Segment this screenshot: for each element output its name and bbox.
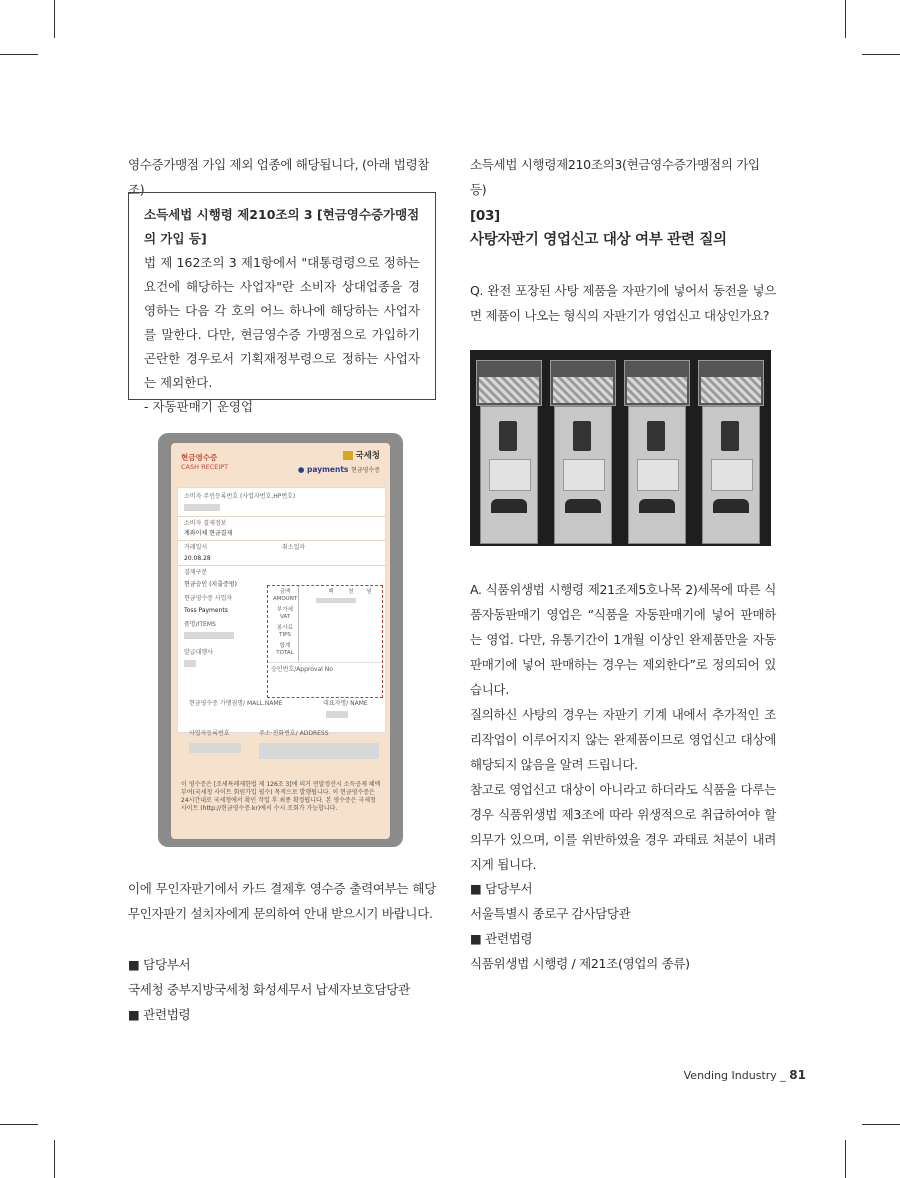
amount-kr: 금액 bbox=[279, 589, 291, 595]
machine-cabinet bbox=[628, 406, 686, 544]
page-footer bbox=[684, 1068, 806, 1082]
cash-receipt-image bbox=[158, 433, 403, 847]
divider bbox=[178, 516, 385, 517]
blurred-value bbox=[316, 598, 356, 603]
intro-text: 영수증가맹점 가입 제외 업종에 해당됩니다, (아래 법령참조) bbox=[128, 157, 430, 197]
payments-text: payments bbox=[307, 465, 349, 474]
tips-label: TIPS bbox=[279, 632, 291, 638]
consumer-pay-label: 소비자 결제정보 bbox=[184, 520, 227, 527]
nts-emblem-icon bbox=[343, 451, 353, 460]
col-header-won: 원 bbox=[366, 589, 372, 595]
grid-line bbox=[268, 662, 382, 663]
candy-globe bbox=[624, 360, 690, 406]
intro-text: 소득세법 시행령제210조의3(현금영수증가맹점의 가입 등) bbox=[470, 157, 760, 197]
trade-date-label: 거래일시 bbox=[184, 544, 208, 551]
machine-cabinet bbox=[480, 406, 538, 544]
receipt-title: 현금영수증 bbox=[181, 453, 218, 462]
law-box-title: 소득세법 시행령 제210조의 3 [현금영수증가맹점의 가입 등] bbox=[144, 207, 420, 246]
ceo-name-label: 대표자명/ NAME bbox=[323, 700, 368, 707]
pay-type-value: 현금승인 (지출증빙) bbox=[184, 581, 237, 588]
vending-machine bbox=[550, 360, 614, 542]
nts-logo-text: 국세청 bbox=[355, 451, 380, 461]
left-dept-block bbox=[128, 952, 436, 1027]
grid-line bbox=[298, 586, 299, 662]
vending-machine bbox=[476, 360, 540, 542]
col-header-cheon: 천 bbox=[348, 589, 354, 595]
trade-date-value: 20.08.28 bbox=[184, 555, 211, 562]
crop-mark bbox=[845, 0, 846, 38]
qa-title: 사탕자판기 영업신고 대상 여부 관련 질의 bbox=[470, 232, 727, 248]
vat-kr: 부가세 bbox=[277, 607, 293, 613]
cancel-date-label: 취소일자 bbox=[282, 544, 306, 551]
qa-header bbox=[470, 204, 776, 252]
machine-cabinet bbox=[554, 406, 612, 544]
nts-logo bbox=[343, 451, 380, 461]
page-number: 81 bbox=[789, 1068, 806, 1082]
magazine-name: Vending Industry _ bbox=[683, 1069, 786, 1082]
law-text: 식품위생법 시행령 / 제21조(영업의 종류) bbox=[470, 956, 690, 971]
crop-mark bbox=[862, 54, 900, 55]
consumer-pay-value: 계좌이체 현금결제 bbox=[184, 530, 233, 537]
blurred-value bbox=[189, 743, 241, 753]
crop-mark bbox=[845, 1140, 846, 1178]
receipt-footnote: 이 영수증은 [조세특례제한법 제 126조 3]에 의거 연말정산시 소득공제 혜택부여(국세청 사이트 회원가입 필수) 목적으로 발행됩니다. 이 현금영수증은 24시간내로 국세청에서 확인 작업 후 최종 확정됩니다. 본 영수증은 국세청 사이트 (http://현금영수증.kr)에서 수시 조회가 가능합니다. bbox=[181, 781, 381, 812]
left-answer-block bbox=[128, 876, 436, 926]
candy-vending-machine-photo bbox=[470, 350, 771, 546]
issuer-label: 발급대행사 bbox=[184, 649, 213, 656]
candy-globe bbox=[476, 360, 542, 406]
items-label: 품명/ITEMS bbox=[184, 621, 216, 628]
amount-label: AMOUNT bbox=[272, 596, 298, 602]
candy-globe bbox=[698, 360, 764, 406]
answer-block bbox=[470, 577, 776, 877]
receipt-body bbox=[177, 487, 386, 733]
merchant-value: Toss Payments bbox=[184, 607, 228, 614]
blurred-value bbox=[184, 632, 234, 639]
dept-heading: ■ 담당부서 bbox=[128, 957, 191, 972]
total-label: TOTAL bbox=[276, 650, 294, 656]
law-box bbox=[128, 192, 436, 414]
vat-label: VAT bbox=[279, 614, 291, 620]
address-label: 주소·전화번호/ ADDRESS bbox=[259, 730, 329, 737]
machine-cabinet bbox=[702, 406, 760, 544]
tips-kr: 봉사료 bbox=[277, 625, 293, 631]
crop-mark bbox=[54, 1140, 55, 1178]
col-header-baek: 백 bbox=[328, 589, 334, 595]
law-box-item: - 자동판매기 운영업 bbox=[144, 399, 254, 414]
blurred-value bbox=[184, 660, 196, 667]
dept-text: 서울특별시 종로구 감사담당관 bbox=[470, 906, 631, 921]
right-intro bbox=[470, 152, 776, 202]
blurred-value bbox=[259, 743, 379, 759]
answer-text: 이에 무인자판기에서 카드 결제후 영수증 출력여부는 해당 무인자판기 설치자에게 문의하여 안내 받으시기 바랍니다. bbox=[128, 881, 436, 921]
question-text: Q. 완전 포장된 사탕 제품을 자판기에 넣어서 동전을 넣으면 제품이 나오는 형식의 자판기가 영업신고 대상인가요? bbox=[470, 283, 776, 323]
dept-text: 국세청 중부지방국세청 화성세무서 납세자보호담당관 bbox=[128, 982, 410, 997]
law-box-body: 법 제 162조의 3 제1항에서 "대통령령으로 정하는 요건에 해당하는 사업자"란 소비자 상대업종을 경영하는 다음 각 호의 어느 하나에 해당하는 사업자를 말한다. 다만, 현금영수증 가맹점으로 가입하기 곤란한 경우로서 기획재정부령으로 정하는 사업자는 제외한다. bbox=[144, 255, 420, 390]
total-kr: 합계 bbox=[279, 643, 291, 649]
crop-mark bbox=[0, 1124, 38, 1125]
law-heading: ■ 관련법령 bbox=[128, 1007, 191, 1022]
biz-no-label: 사업자등록번호 bbox=[189, 730, 230, 737]
law-heading: ■ 관련법령 bbox=[470, 931, 533, 946]
dept-heading: ■ 담당부서 bbox=[470, 881, 533, 896]
vending-machine bbox=[624, 360, 688, 542]
pay-type-label: 결제구분 bbox=[184, 569, 208, 576]
candy-globe bbox=[550, 360, 616, 406]
answer-paragraph-2: 질의하신 사탕의 경우는 자판기 기계 내에서 추가적인 조리작업이 이루어지지 않는 완제품이므로 영업신고 대상에 해당되지 않음을 알려 드립니다. bbox=[470, 707, 776, 772]
crop-mark bbox=[54, 0, 55, 38]
blurred-value bbox=[326, 711, 348, 718]
crop-mark bbox=[0, 54, 38, 55]
payments-logo: ● payments 현금영수증 bbox=[297, 465, 380, 474]
divider bbox=[178, 565, 385, 566]
qa-number: [03] bbox=[470, 208, 500, 224]
vending-machine bbox=[698, 360, 762, 542]
consumer-id-label: 소비자 주민등록번호 (사업자번호,HP번호) bbox=[184, 493, 296, 500]
question-block bbox=[470, 278, 776, 328]
crop-mark bbox=[862, 1124, 900, 1125]
approval-label: 승인번호/Approval No bbox=[271, 666, 333, 673]
merchant-label: 현금영수증 사업자 bbox=[184, 595, 233, 602]
divider bbox=[178, 540, 385, 541]
blurred-value bbox=[184, 504, 220, 511]
answer-paragraph-1: A. 식품위생법 시행령 제21조제5호나목 2)세목에 따른 식품자동판매기 영업은 “식품을 자동판매기에 넣어 판매하는 영업. 다만, 유통기간이 1개월 이상인 완제품만을 자동판매기에 넣어 판매하는 경우는 제외한다”로 정의되어 있습니다. bbox=[470, 582, 776, 697]
receipt-title-en: CASH RECEIPT bbox=[181, 463, 229, 471]
right-dept-block bbox=[470, 876, 776, 976]
amount-box bbox=[267, 585, 383, 698]
payments-sub: 현금영수증 bbox=[351, 467, 380, 474]
cash-receipt bbox=[171, 443, 390, 839]
answer-paragraph-3: 참고로 영업신고 대상이 아니라고 하더라도 식품을 다루는 경우 식품위생법 제3조에 따라 위생적으로 취급하여야 할 의무가 있으며, 이를 위반하였을 경우 과태료 처분이 내려지게 됩니다. bbox=[470, 782, 776, 872]
mall-name-label: 현금영수증 가맹점명/ MALL.NAME bbox=[189, 700, 283, 707]
